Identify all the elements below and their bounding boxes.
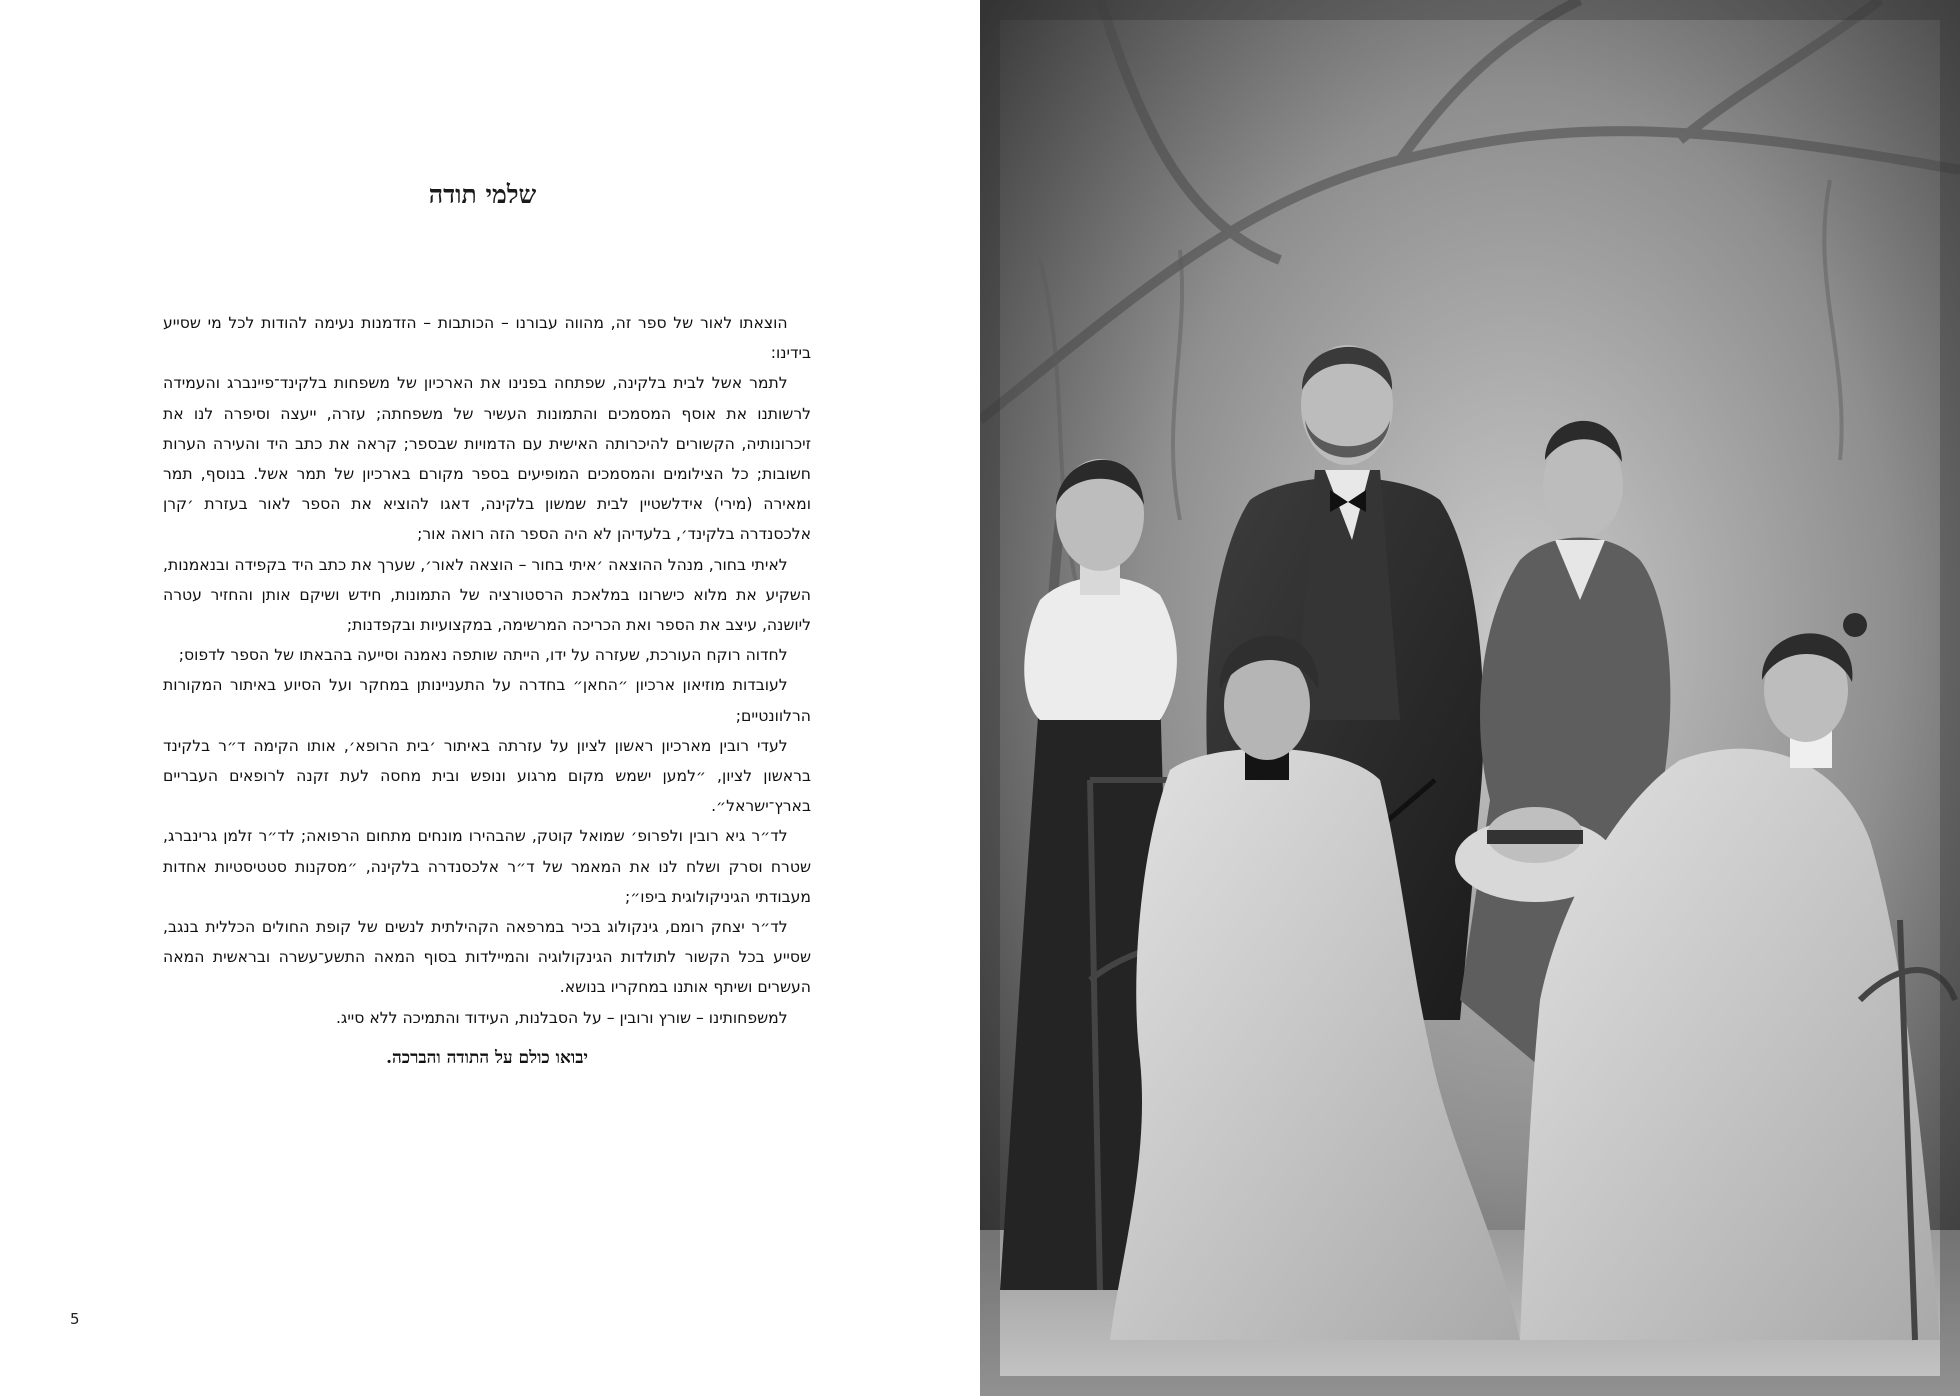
group-portrait-photo <box>980 0 1960 1396</box>
paragraph: לתמר אשל לבית בלקינה, שפתחה בפנינו את הארכיון של משפחות בלקינד־פיינברג והעמידה לרשותנו את אוסף המסמכים והתמונות העשיר של משפחתה; עזרה, ייעצה וסיפרה לנו את זיכרונותיה, הקשורים להיכרותה האישית עם הדמויות שבספר; קראה את כתב היד והעירה הערות חשובות; כל הצילומים והמסמכים המופיעים בספר מקורם בארכיון של תמר אשל. בנוסף, תמר ומאירה (מירי) אידלשטיין לבית שמשון בלקינה, דאגו להוציא את הספר לאור בעזרת ׳קרן אלכסנדרה בלקינד׳, בלעדיהן לא היה הספר הזה רואה אור; <box>163 374 811 544</box>
paragraph: לעובדות מוזיאון ארכיון ״החאן״ בחדרה על התעניינותן במחקר ועל הסיוע באיתור המקורות הרלוונטיים; <box>163 676 811 725</box>
paragraph: לחדוה רוקח העורכת, שעזרה על ידו, הייתה שותפה נאמנה וסייעה בהבאתו של הספר לדפוס; <box>178 646 788 665</box>
paragraph: הוצאתו לאור של ספר זה, מהווה עבורנו – הכותבות – הזדמנות נעימה להודות לכל מי שסייע בידינו: <box>163 314 811 363</box>
paragraph: לד״ר גיא רובין ולפרופ׳ שמואל קוטק, שהבהירו מונחים מתחום הרפואה; לד״ר זלמן גרינברג, שטרח וסרק ושלח לנו את המאמר של ד״ר אלכסנדרה בלקינה, ״מסקנות סטטיסטיות אחדות מעבודתי הגיניקולוגית ביפו״; <box>163 827 811 906</box>
closing-line: יבואו כולם על התודה והברכה. <box>386 1047 588 1068</box>
paragraph: לאיתי בחור, מנהל ההוצאה ׳איתי בחור – הוצאה לאור׳, שערך את כתב היד בקפידה ובנאמנות, השקיע את מלוא כישרונו במלאכת הרסטורציה של התמונות, חידש ושיקם אותן והחזיר עטרה ליושנה, עיצב את הספר ואת הכריכה המרשימה, במקצועיות ובקפדנות; <box>163 555 811 635</box>
page-title: שלמי תודה <box>428 180 537 209</box>
paragraph: לעדי רובין מארכיון ראשון לציון על עזרתה באיתור ׳בית הרופא׳, אותו הקימה ד״ר בלקינד בראשון לציון, ״למען ישמש מקום מרגוע ונופש ובית מחסה לעת זקנה לרופאים העבריים בארץ־ישראל״. <box>163 736 811 816</box>
page-number: 5 <box>70 1310 80 1328</box>
paragraph: למשפחותינו – שורץ ורובין – על הסבלנות, העידוד והתמיכה ללא סייג. <box>335 1008 788 1027</box>
paragraph: לד״ר יצחק רומם, גינקולוג בכיר במרפאה הקהילתית לנשים של קופת החולים הכללית בנגב, שסייע בכל הקשור לתולדות הגינקולוגיה והמיילדות בסוף המאה התשע־עשרה ובראשית המאה העשרים ושיתף אותנו במחקריו בנושא. <box>163 918 811 997</box>
acknowledgments-body <box>163 308 811 1073</box>
